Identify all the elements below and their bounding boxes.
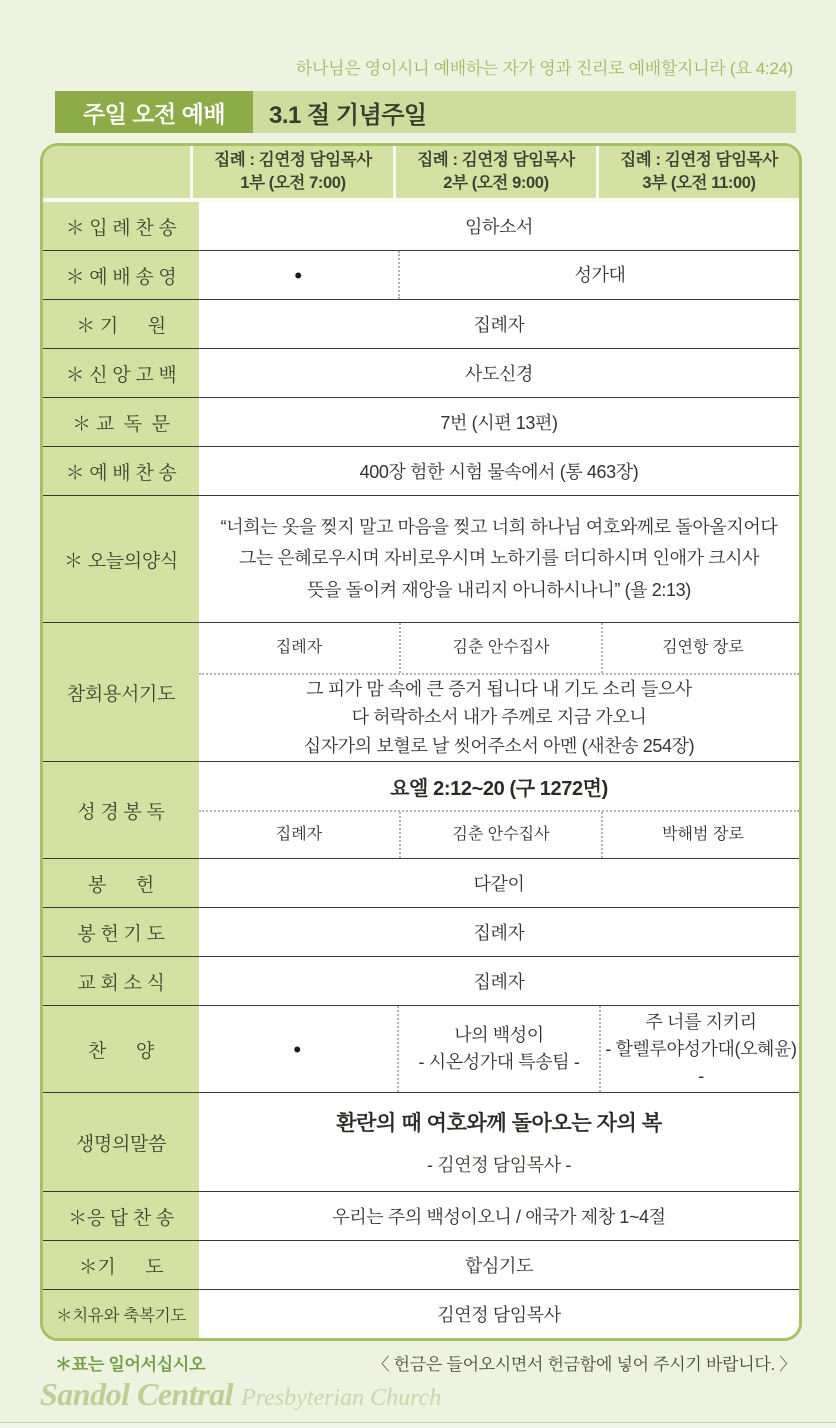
anthem-performer: - 시온성가대 특송팀 -	[418, 1052, 580, 1072]
table-row	[43, 299, 799, 348]
row-value: 400장 험한 시험 물속에서 (통 463장)	[199, 447, 799, 495]
worship-order-table	[40, 143, 802, 1341]
church-logo-name: Sandol Central	[40, 1376, 234, 1412]
header-cell-service-3	[596, 146, 799, 198]
service-time-1: 1부 (오전 7:00)	[240, 174, 346, 192]
quote-line: “너희는 옷을 찢지 말고 마음을 찢고 너희 하나님 여호와께로 돌아올지어다	[220, 516, 778, 537]
officiant-3: 집례 : 김연정 담임목사	[620, 150, 778, 169]
footer-notes	[55, 1350, 796, 1375]
reader-service-2: 김춘 안수집사	[399, 812, 601, 858]
table-row	[43, 202, 799, 250]
row-label: 교 회 소 식	[43, 957, 199, 1005]
anthem-performer: - 할렐루야성가대(오혜윤) -	[605, 1038, 797, 1086]
repentance-prayer-cell	[199, 623, 799, 761]
table-row	[43, 907, 799, 956]
table-row	[43, 1191, 799, 1240]
anthem-service-2	[397, 1006, 599, 1092]
row-label: ＊ 예 배 송 영	[43, 251, 199, 299]
row-value: 집례자	[199, 908, 799, 956]
repentance-hymn-text	[199, 675, 799, 761]
row-label: 참회용서기도	[43, 623, 199, 761]
sermon-cell	[199, 1093, 799, 1191]
table-row	[43, 446, 799, 495]
quote-line: 뜻을 돌이켜 재앙을 내리지 아니하시나니” (욜 2:13)	[307, 579, 691, 600]
anthem-service-3	[599, 1006, 801, 1092]
reader-row	[199, 812, 799, 858]
standing-note: ＊표는 일어서십시오	[55, 1355, 206, 1374]
row-label: 성 경 봉 독	[43, 762, 199, 858]
daily-bread-quote	[199, 496, 799, 622]
leader-service-1: 집례자	[275, 638, 323, 656]
table-row	[43, 858, 799, 907]
scripture-reference: 요엘 2:12~20 (구 1272면)	[199, 762, 799, 812]
row-value: 다같이	[199, 859, 799, 907]
sermon-title: 환란의 때 여호와께 돌아오는 자의 복	[336, 1112, 662, 1135]
table-row	[43, 1240, 799, 1289]
row-label: ＊기 도	[43, 1241, 199, 1289]
reader-service-1: 집례자	[275, 826, 323, 843]
church-logo-suffix: Presbyterian Church	[241, 1385, 442, 1411]
sermon-preacher: - 김연정 담임목사 -	[427, 1155, 571, 1175]
row-value: 임하소서	[199, 202, 799, 250]
table-row	[43, 1092, 799, 1191]
row-label: ＊ 기 원	[43, 300, 199, 348]
service1-cell	[198, 251, 398, 299]
row-label: ＊ 예 배 찬 송	[43, 447, 199, 495]
table-row	[43, 622, 799, 761]
row-label: ＊ 신 앙 고 백	[43, 349, 199, 397]
row-value: 집례자	[199, 957, 799, 1005]
table-row	[43, 1005, 799, 1092]
row-value: 합심기도	[199, 1241, 799, 1289]
header-cell-service-1	[190, 146, 393, 198]
prayer-leaders-row	[199, 623, 799, 675]
row-value: 7번 (시편 13편)	[199, 398, 799, 446]
service-time-2: 2부 (오전 9:00)	[443, 174, 549, 192]
hymn-line: 그 피가 맘 속에 큰 증거 됩니다 내 기도 소리 들으사	[306, 678, 692, 699]
table-row	[43, 1289, 799, 1338]
church-logo	[40, 1376, 441, 1413]
title-bar	[55, 91, 796, 133]
bottom-divider	[0, 1422, 836, 1428]
scripture-reading-cell	[199, 762, 799, 858]
offering-note: 〈 헌금은 들어오시면서 헌금함에 넣어 주시기 바랍니다. 〉	[372, 1355, 796, 1374]
header-cell-service-2	[393, 146, 596, 198]
row-label: 봉 헌	[43, 859, 199, 907]
table-row	[43, 956, 799, 1005]
row-value: 우리는 주의 백성이오니 / 애국가 제창 1~4절	[199, 1192, 799, 1240]
row-value: 사도신경	[199, 349, 799, 397]
row-label: ＊응 답 찬 송	[43, 1192, 199, 1240]
officiant-1: 집례 : 김연정 담임목사	[214, 150, 372, 169]
row-label: 봉 헌 기 도	[43, 908, 199, 956]
anthem-title: 나의 백성이	[454, 1025, 544, 1045]
anthem-title: 주 너를 지키리	[645, 1011, 757, 1032]
table-row	[43, 348, 799, 397]
leader-service-2: 김춘 안수집사	[399, 623, 601, 673]
service23-cell: 성가대	[398, 251, 800, 299]
table-row	[43, 397, 799, 446]
row-value: 김연정 담임목사	[199, 1290, 799, 1338]
choir-anthem-cell	[199, 1006, 799, 1092]
service-event-title: 3.1 절 기념주일	[253, 91, 796, 133]
row-value: 집례자	[199, 300, 799, 348]
service-time-3: 3부 (오전 11:00)	[642, 174, 756, 192]
row-label: ＊ 오늘의양식	[43, 496, 199, 622]
table-header-row	[43, 146, 799, 202]
leader-service-3: 김연항 장로	[601, 623, 802, 673]
table-row	[43, 495, 799, 622]
row-label: ＊치유와 축복기도	[43, 1290, 199, 1338]
scripture-verse-banner: 하나님은 영이시니 예배하는 자가 영과 진리로 예배할지니라 (요 4:24)	[295, 59, 793, 78]
anthem-service-1	[197, 1006, 397, 1092]
reader-service-3: 박해범 장로	[601, 812, 802, 858]
bullet-dot: •	[293, 1036, 301, 1062]
row-label: ＊ 교 독 문	[43, 398, 199, 446]
table-row	[43, 250, 799, 299]
row-label: 찬 양	[43, 1006, 199, 1092]
quote-line: 그는 은혜로우시며 자비로우시며 노하기를 더디하시며 인애가 크시사	[238, 548, 760, 569]
header-spacer	[43, 146, 190, 198]
hymn-line: 십자가의 보혈로 날 씻어주소서 아멘 (새찬송 254장)	[303, 736, 695, 757]
row-label: 생명의말씀	[43, 1093, 199, 1191]
service-title-badge: 주일 오전 예배	[55, 91, 253, 133]
row-value	[199, 251, 799, 299]
hymn-line: 다 허락하소서 내가 주께로 지금 가오니	[351, 707, 647, 728]
bullet-dot: •	[294, 262, 302, 288]
officiant-2: 집례 : 김연정 담임목사	[417, 150, 575, 169]
table-row	[43, 761, 799, 858]
row-label: ＊ 입 례 찬 송	[43, 202, 199, 250]
